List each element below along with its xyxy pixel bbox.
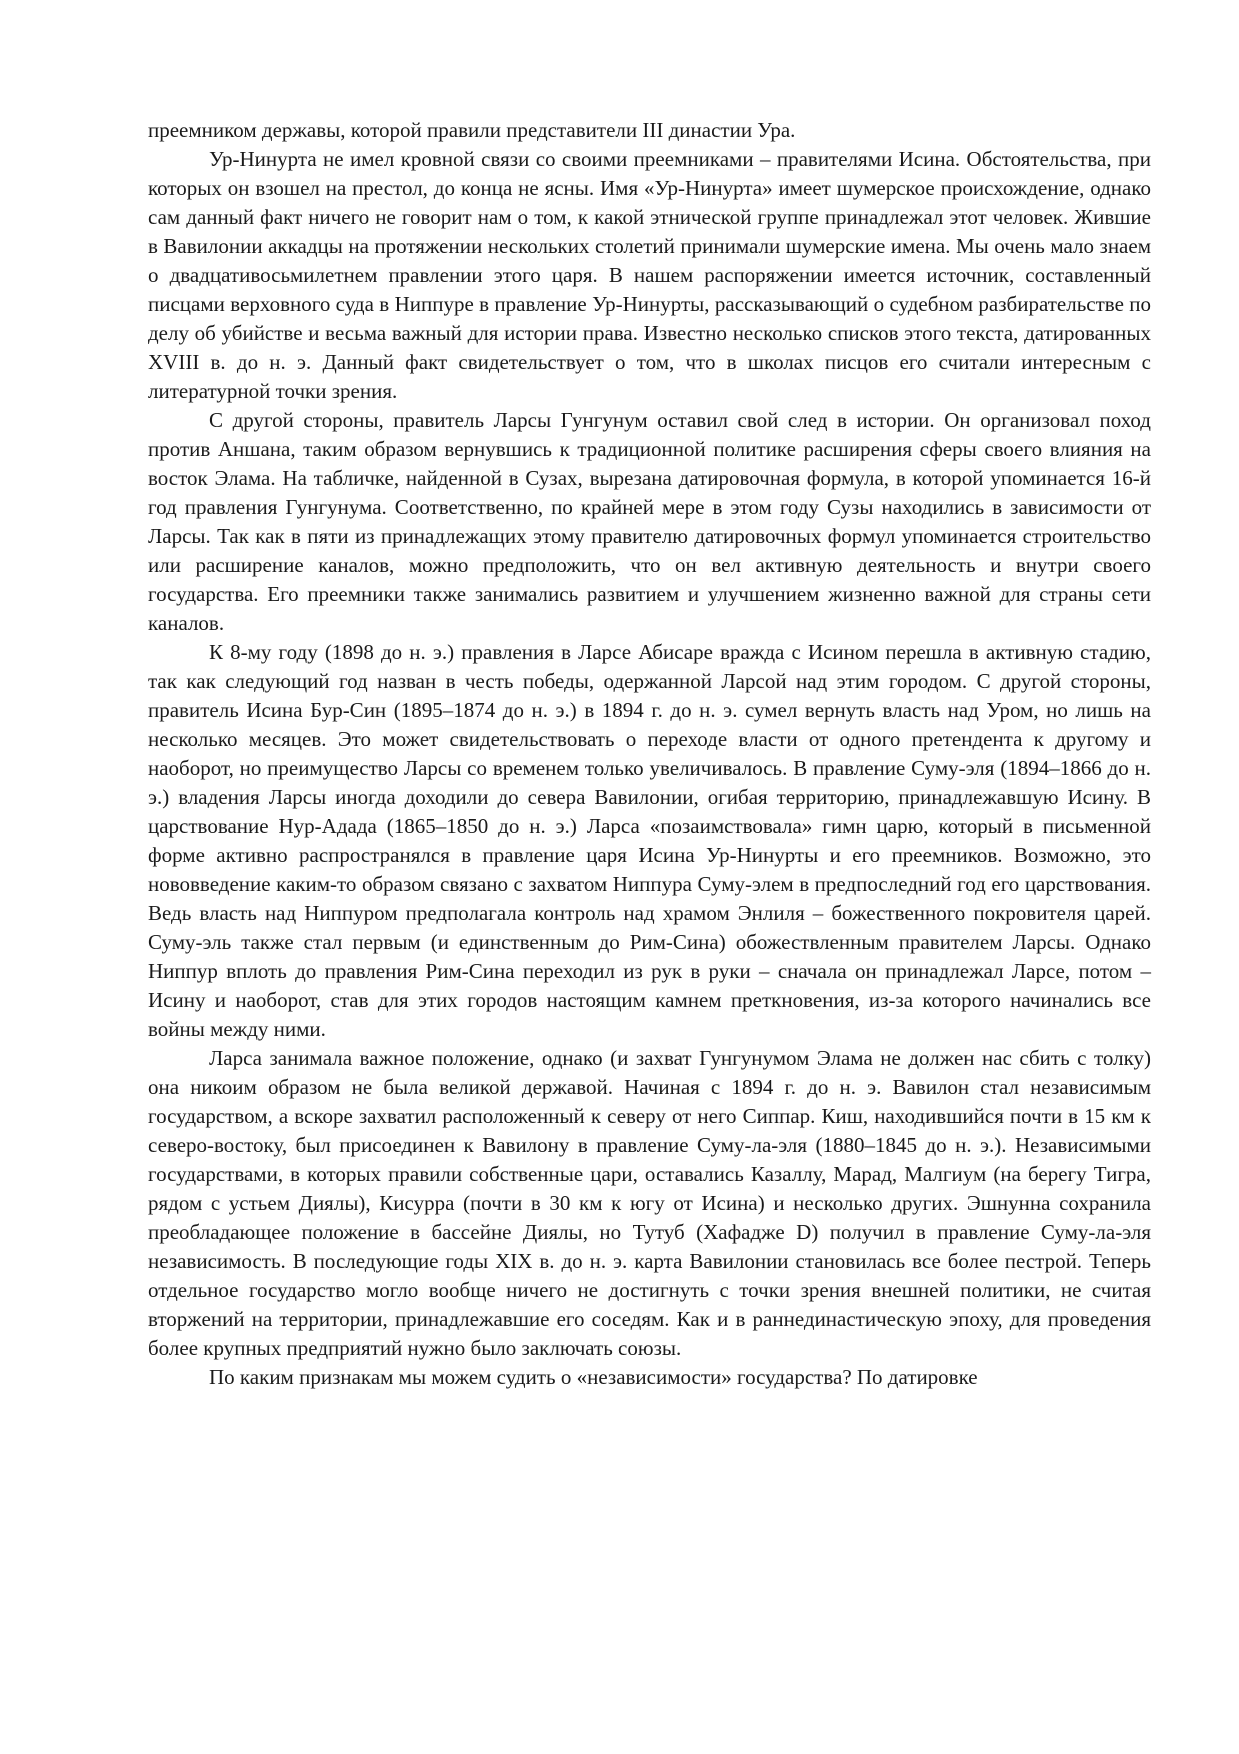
paragraph-gungunum: С другой стороны, правитель Ларсы Гунгунум оставил свой след в истории. Он организовал поход против Аншана, таким образом вернувшись к традиционной политике расширения сферы своего влияния на восток Элама. На табличке, найденной в Сузах, вырезана датировочная формула, в которой упоминается 16-й год правления Гунгунума. Соответственно, по крайней мере в этом году Сузы находились в зависимости от Ларсы. Так как в пяти из принадлежащих этому правителю датировочных формул упоминается строительство или расширение каналов, можно предположить, что он вел активную деятельность и внутри своего государства. Его преемники также занимались развитием и улучшением жизненно важной для страны сети каналов. — [148, 408, 1151, 635]
paragraph-larsa-position: Ларса занимала важное положение, однако (и захват Гунгунумом Элама не должен нас сбить с толку) она никоим образом не была великой державой. Начиная с 1894 г. до н. э. Вавилон стал независимым государством, а вскоре захватил расположенный к северу от него Сиппар. Киш, находившийся почти в 15 км к северо-востоку, был присоединен к Вавилону в правление Суму-ла-эля (1880–1845 до н. э.). Независимыми государствами, в которых правили собственные цари, оставались Казаллу, Марад, Малгиум (на берегу Тигра, рядом с устьем Диялы), Кисурра (почти в 30 км к югу от Исина) и несколько других. Эшнунна сохранила преобладающее положение в бассейне Диялы, но Тутуб (Хафадже D) получил в правление Суму-ла-эля независимость. В последующие годы XIX в. до н. э. карта Вавилонии становилась все более пестрой. Теперь отдельное государство могло вообще ничего не достигнуть с точки зрения внешней политики, не считая вторжений на территории, принадлежавшие его соседям. Как и в раннединастическую эпоху, для проведения более крупных предприятий нужно было заключать союзы. — [148, 1046, 1151, 1360]
paragraph-abisare: К 8-му году (1898 до н. э.) правления в Ларсе Абисаре вражда с Исином перешла в активную стадию, так как следующий год назван в честь победы, одержанной Ларсой над этим городом. С другой стороны, правитель Исина Бур-Син (1895–1874 до н. э.) в 1894 г. до н. э. сумел вернуть власть над Уром, но лишь на несколько месяцев. Это может свидетельствовать о переходе власти от одного претендента к другому и наоборот, но преимущество Ларсы со временем только увеличивалось. В правление Суму-эля (1894–1866 до н. э.) владения Ларсы иногда доходили до севера Вавилонии, огибая территорию, принадлежавшую Исину. В царствование Нур-Адада (1865–1850 до н. э.) Ларса «позаимствовала» гимн царю, который в письменной форме активно распространялся в правление царя Исина Ур-Нинурты и его преемников. Возможно, это нововведение каким-то образом связано с захватом Ниппура Суму-элем в предпоследний год его царствования. Ведь власть над Ниппуром предполагала контроль над храмом Энлиля – божественного покровителя царей. Суму-эль также стал первым (и единственным до Рим-Сина) обожествленным правителем Ларсы. Однако Ниппур вплоть до правления Рим-Сина переходил из рук в руки – сначала он принадлежал Ларсе, потом – Исину и наоборот, став для этих городов настоящим камнем преткновения, из-за которого начинались все войны между ними. — [148, 640, 1151, 1041]
document-page — [148, 116, 1151, 1392]
paragraph-independence: По каким признакам мы можем судить о «независимости» государства? По датировке — [209, 1365, 978, 1389]
paragraph-ur-ninurta: Ур-Нинурта не имел кровной связи со своими преемниками – правителями Исина. Обстоятельства, при которых он взошел на престол, до конца не ясны. Имя «Ур-Нинурта» имеет шумерское происхождение, однако сам данный факт ничего не говорит нам о том, к какой этнической группе принадлежал этот человек. Жившие в Вавилонии аккадцы на протяжении нескольких столетий принимали шумерские имена. Мы очень мало знаем о двадцативосьмилетнем правлении этого царя. В нашем распоряжении имеется источник, составленный писцами верховного суда в Ниппуре в правление Ур-Нинурты, рассказывающий о судебном разбирательстве по делу об убийстве и весьма важный для истории права. Известно несколько списков этого текста, датированных XVIII в. до н. э. Данный факт свидетельствует о том, что в школах писцов его считали интересным с литературной точки зрения. — [148, 147, 1151, 403]
paragraph-continuation: преемником державы, которой правили представители III династии Ура. — [148, 118, 796, 142]
